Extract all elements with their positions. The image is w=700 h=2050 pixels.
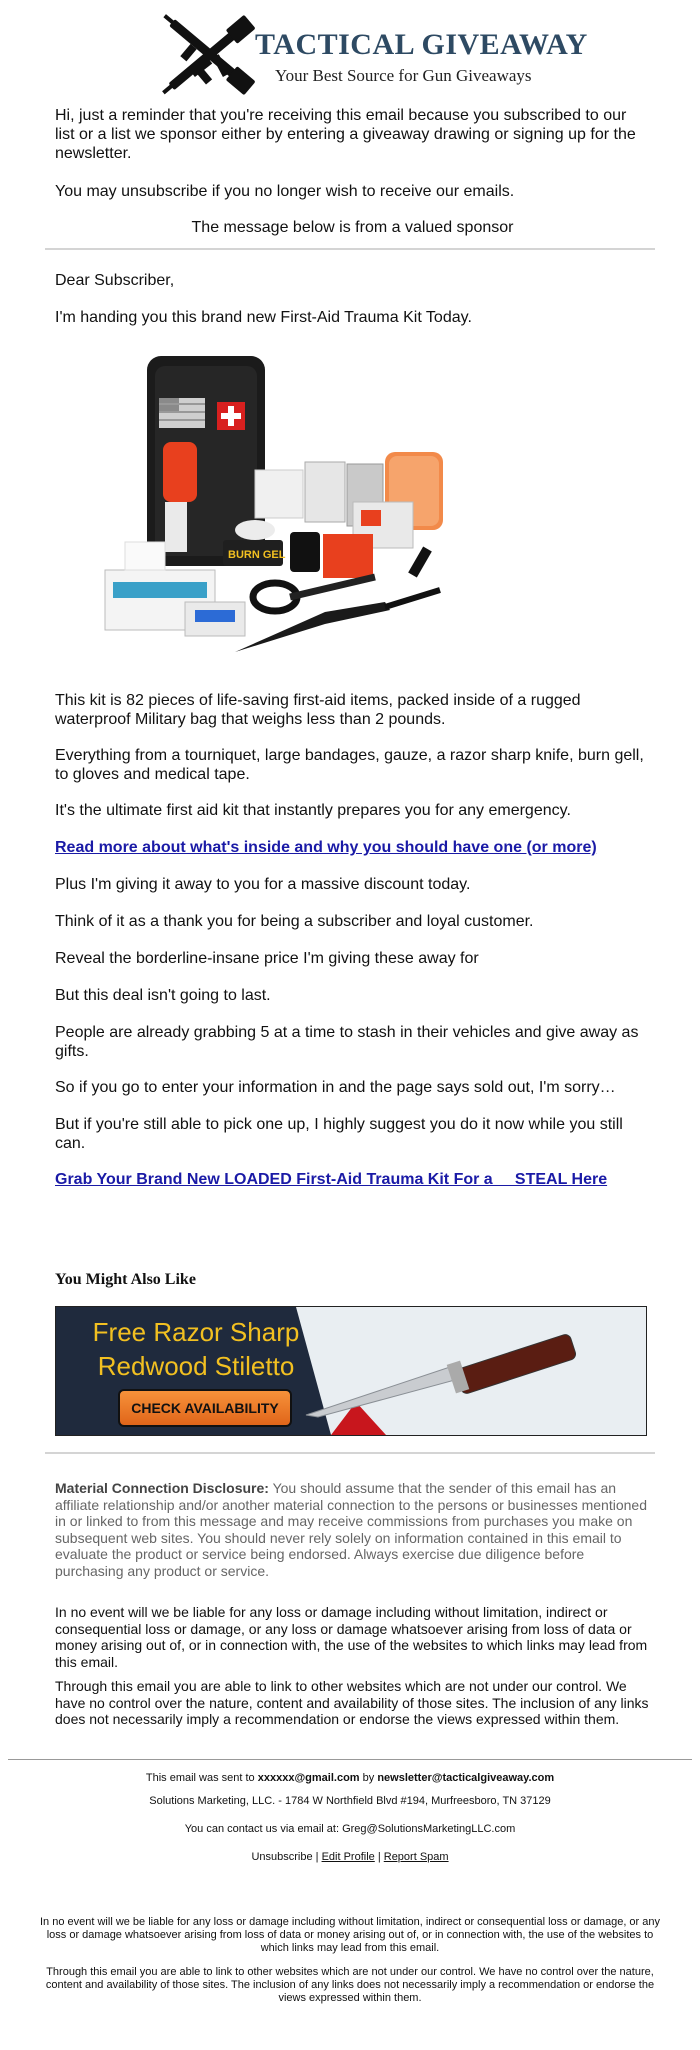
contact-line: You can contact us via email at: Greg@SolutionsMarketingLLC.com xyxy=(184,1823,516,1835)
sent-prefix: This email was sent to xyxy=(145,1772,258,1784)
message-paragraph: But this deal isn't going to last. xyxy=(55,987,271,1004)
read-more-link[interactable]: Read more about what's inside and why you should have one (or more) xyxy=(55,839,597,856)
read-more-wrapper xyxy=(55,838,650,857)
report-spam-link[interactable]: Report Spam xyxy=(383,1851,449,1863)
message-paragraph: I'm handing you this brand new First-Aid Trauma Kit Today. xyxy=(55,309,472,326)
message-paragraph: Think of it as a thank you for being a subscriber and loyal customer. xyxy=(55,913,534,930)
link-separator: | xyxy=(312,1851,322,1863)
grab-kit-wrapper xyxy=(55,1170,650,1189)
also-like-title: You Might Also Like xyxy=(55,1271,196,1288)
check-availability-button[interactable]: CHECK AVAILABILITY xyxy=(118,1389,292,1427)
banner-headline-line: Free Razor Sharp xyxy=(92,1317,300,1347)
disclosure-text: You should assume that the sender of this email has an affiliate relationship and/or another material connection to the persons or businesses mentioned in or linked to from this message and may receive commissions from purchases you make on subsequent web sites. You should never rely solely on information contained in this email to evaluate the product or service being endorsed. Always exercise due diligence before purchasing any product or service. xyxy=(55,1480,647,1579)
grab-kit-link[interactable]: Grab Your Brand New LOADED First-Aid Trauma Kit For a STEAL Here xyxy=(55,1171,608,1188)
divider xyxy=(45,1452,655,1454)
sent-to-line xyxy=(40,1772,660,1785)
unsubscribe-link[interactable]: Unsubscribe xyxy=(251,1851,313,1863)
divider xyxy=(45,248,655,250)
message-paragraph: It's the ultimate first aid kit that instantly prepares you for any emergency. xyxy=(55,802,571,819)
footer-liability: In no event will we be liable for any loss or damage including without limitation, indirect or consequential loss or damage, or any loss or damage whatsoever arising from loss of data or money arising out of, or in connection with, the use of the websites to which links may lead from this email. xyxy=(40,1916,661,1954)
link-separator: | xyxy=(374,1851,384,1863)
liability-text: In no event will we be liable for any loss or damage including without limitation, indirect or consequential loss or damage, or any loss or damage whatsoever arising from loss of data or money arising out of, or in connection with, the use of the websites to which links may lead from this email. xyxy=(55,1604,648,1670)
unsubscribe-note: You may unsubscribe if you no longer wish to receive our emails. xyxy=(55,183,515,200)
message-paragraph: Plus I'm giving it away to you for a massive discount today. xyxy=(55,876,471,893)
banner-headline xyxy=(66,1315,326,1383)
footer-links xyxy=(40,1851,660,1864)
sponsor-note: The message below is from a valued sponsor xyxy=(191,219,514,236)
edit-profile-link[interactable]: Edit Profile xyxy=(321,1851,375,1863)
material-disclosure xyxy=(55,1480,650,1579)
footer-external: Through this email you are able to link to other websites which are not under our control. We have no control over the nature, content and availability of those sites. The inclusion of any links does not necessarily imply a recommendation or endorse the views expressed within them. xyxy=(45,1966,655,2004)
sender-email: newsletter@tacticalgiveaway.com xyxy=(377,1772,555,1784)
brand-logo[interactable] xyxy=(150,10,588,100)
message-paragraph: People are already grabbing 5 at a time to stash in their vehicles and give away as gifts. xyxy=(55,1024,639,1060)
reminder-text: Hi, just a reminder that you're receiving this email because you subscribed to our list or a list we sponsor either by entering a giveaway drawing or signing up for the newsletter. xyxy=(55,107,636,162)
brand-title: TACTICAL GIVEAWAY xyxy=(255,28,588,61)
external-links-text: Through this email you are able to link to other websites which are not under our control. We have no control over the nature, content and availability of those sites. The inclusion of any links does not necessarily imply a recommendation or endorse the views expressed within them. xyxy=(55,1678,649,1727)
disclosure-label: Material Connection Disclosure: xyxy=(55,1480,269,1496)
brand-tagline: Your Best Source for Gun Giveaways xyxy=(275,66,532,85)
footer-divider xyxy=(8,1759,692,1760)
message-paragraph: So if you go to enter your information in and the page says sold out, I'm sorry… xyxy=(55,1079,616,1096)
crossed-rifles-icon xyxy=(150,10,270,100)
message-paragraph: But if you're still able to pick one up, I highly suggest you do it now while you still can. xyxy=(55,1116,623,1152)
banner-headline-line: Redwood Stiletto xyxy=(97,1351,295,1381)
burn-gel-label: BURN GEL xyxy=(228,549,286,561)
stiletto-banner[interactable] xyxy=(55,1306,647,1436)
message-paragraph: Reveal the borderline-insane price I'm giving these away for xyxy=(55,950,479,967)
greeting: Dear Subscriber, xyxy=(55,272,175,289)
trauma-kit-image[interactable] xyxy=(85,352,465,667)
recipient-email: xxxxxx@gmail.com xyxy=(257,1772,360,1784)
message-paragraph: This kit is 82 pieces of life-saving first-aid items, packed inside of a rugged waterproof Military bag that weighs less than 2 pounds. xyxy=(55,692,581,728)
sent-by: by xyxy=(359,1772,378,1784)
message-paragraph: Everything from a tourniquet, large bandages, gauze, a razor sharp knife, burn gell, to gloves and medical tape. xyxy=(55,747,644,783)
company-address: Solutions Marketing, LLC. - 1784 W Northfield Blvd #194, Murfreesboro, TN 37129 xyxy=(149,1795,551,1807)
